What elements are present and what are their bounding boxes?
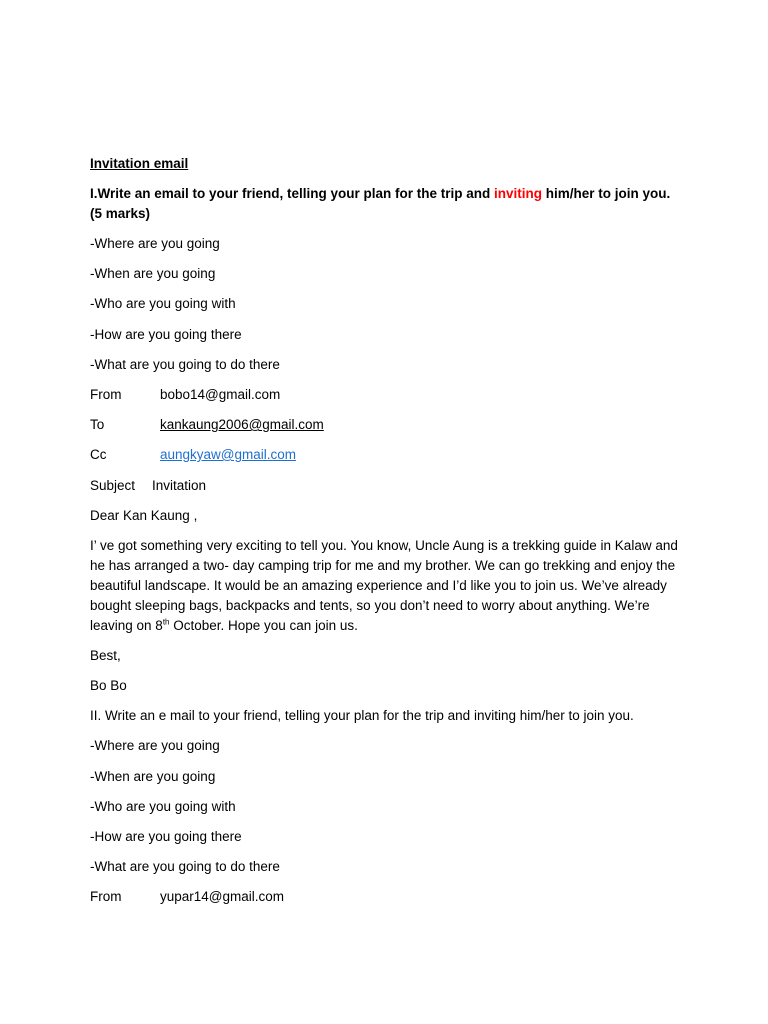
from-label: From — [90, 889, 122, 904]
cc-email-link[interactable]: aungkyaw@gmail.com — [160, 447, 297, 462]
task1-cc-row — [90, 445, 296, 465]
task1-prompt-start: I.Write an email to your friend, telling your plan for the trip and — [90, 186, 495, 201]
task2-question: -Who are you going with — [90, 799, 236, 814]
task1-prompt-end: him/her to join you. — [542, 186, 671, 201]
email-body — [90, 536, 680, 636]
email-greeting: Dear Kan Kaung , — [90, 508, 198, 523]
to-email-link[interactable]: kankaung2006@gmail.com — [160, 417, 324, 432]
email-body-text-end: October. Hope you can join us. — [169, 618, 358, 633]
subject-value: Invitation — [152, 478, 207, 493]
task1-question: -Where are you going — [90, 236, 220, 251]
subject-label: Subject — [90, 478, 136, 493]
task2-from-row — [90, 887, 284, 907]
email-closing: Best, — [90, 648, 121, 663]
from-value: yupar14@gmail.com — [160, 889, 285, 904]
task1-question: -Who are you going with — [90, 296, 236, 311]
to-label: To — [90, 417, 105, 432]
task2-question: -When are you going — [90, 769, 216, 784]
task1-question: -How are you going there — [90, 327, 242, 342]
task1-question: -When are you going — [90, 266, 216, 281]
task1-prompt-highlight: inviting — [494, 186, 543, 201]
from-value: bobo14@gmail.com — [160, 387, 281, 402]
task2-question: -How are you going there — [90, 829, 242, 844]
task1-from-row — [90, 385, 280, 405]
task1-prompt — [90, 184, 670, 204]
from-label: From — [90, 387, 122, 402]
email-signature: Bo Bo — [90, 678, 127, 693]
task2-question: -What are you going to do there — [90, 859, 280, 874]
cc-label: Cc — [90, 447, 107, 462]
email-body-text: I’ ve got something very exciting to tell you. You know, Uncle Aung is a trekking guide in Kalaw and he has arranged a two- day camping trip for me and my brother. We can go trekking and enjoy the beautiful landscape. It would be an amazing experience and I’d like you to join us. We’ve already bought sleeping bags, backpacks and tents, so you don’t need to worry about anything. We’re leaving on 8 — [90, 538, 678, 633]
task1-question: -What are you going to do there — [90, 357, 280, 372]
task1-subject-row — [90, 476, 206, 496]
task1-marks: (5 marks) — [90, 206, 151, 221]
task2-prompt: II. Write an e mail to your friend, telling your plan for the trip and inviting him/her to join you. — [90, 708, 634, 723]
task1-to-row — [90, 415, 324, 435]
date-ordinal-suffix: th — [162, 617, 170, 627]
task2-question: -Where are you going — [90, 738, 220, 753]
document-title: Invitation email — [90, 156, 189, 171]
